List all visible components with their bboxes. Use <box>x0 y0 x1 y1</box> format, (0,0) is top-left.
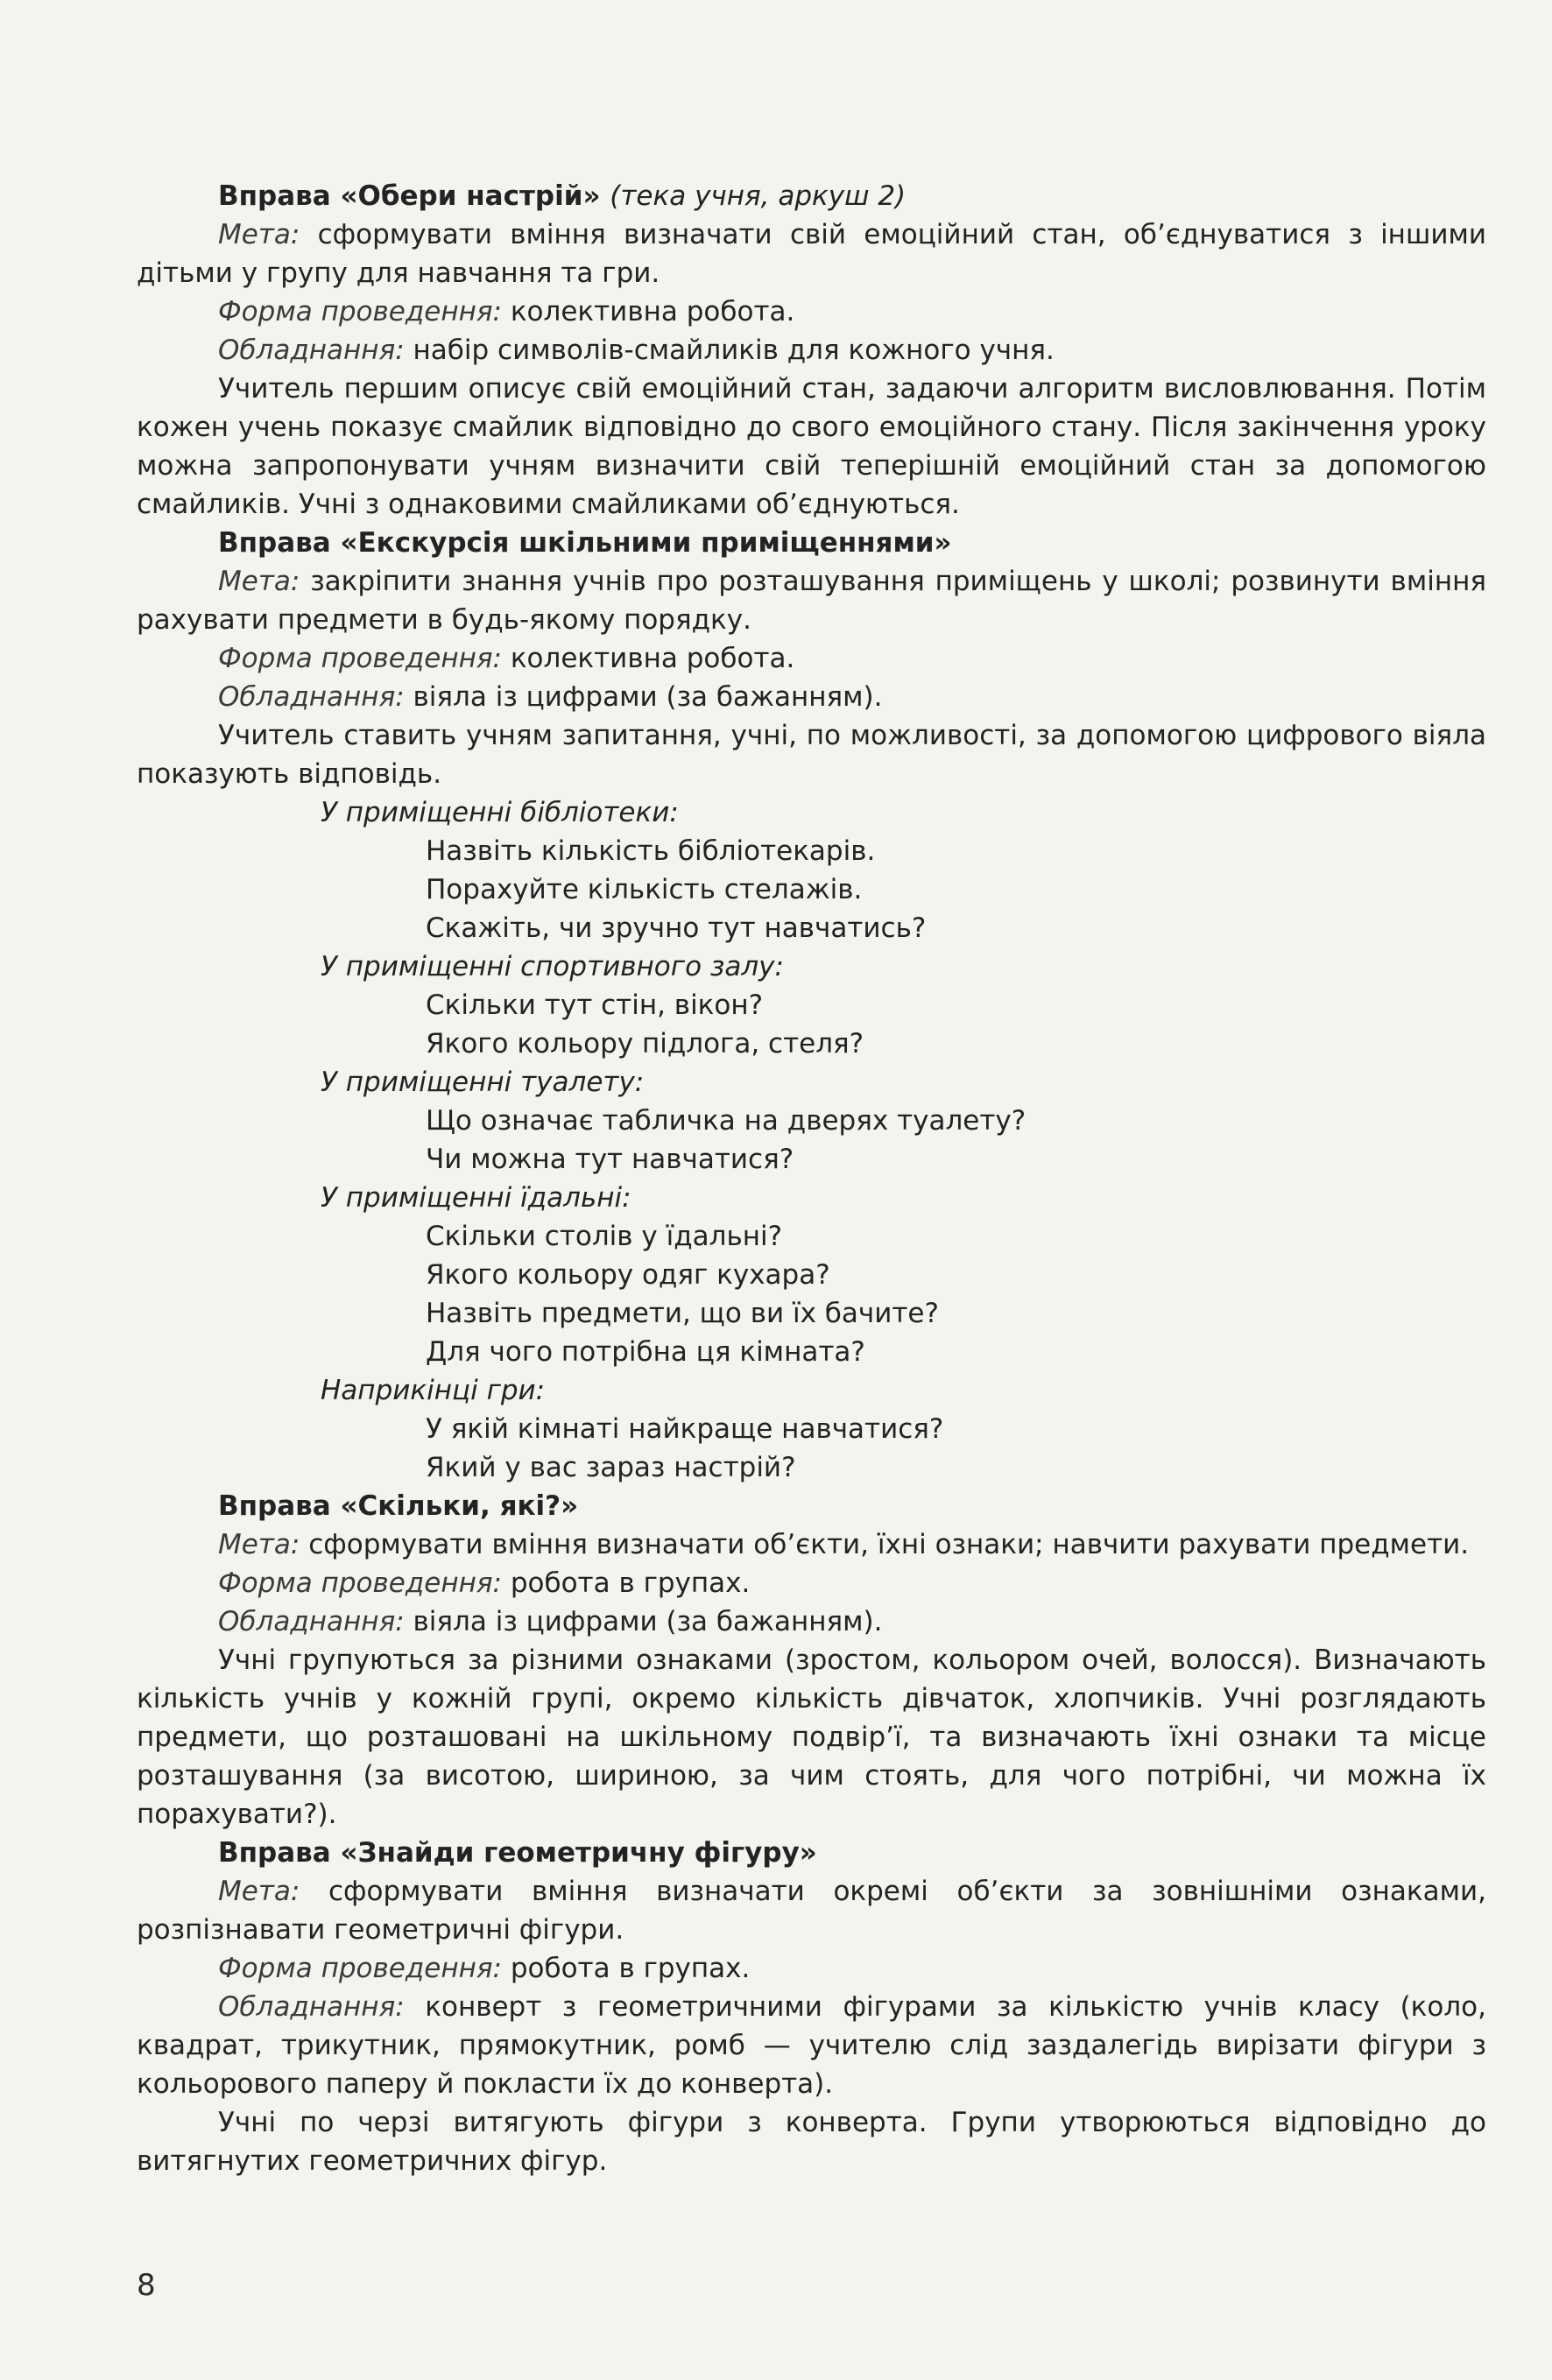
exercise-4-body: Учні по черзі витягують фігури з конверта. Групи утворюються відповідно до витягнутих геометричних фігур. <box>137 2107 1486 2177</box>
exercise-1-note: (тека учня, аркуш 2) <box>610 180 907 212</box>
exercise-2-form <box>137 639 1486 678</box>
room-label-gym: У приміщенні спортивного залу: <box>321 951 784 982</box>
room-label-library: У приміщенні бібліотеки: <box>321 797 679 828</box>
goal-text: сформувати вміння визначати об’єкти, їхні ознаки; навчити рахувати предмети. <box>308 1529 1470 1560</box>
form-label: Форма проведення: <box>218 296 502 327</box>
exercise-3-body: Учні групуються за різними ознаками (зростом, кольором очей, волосся). Визначають кількість учнів у кожній групі, окремо кількість дівчаток, хлопчиків. Учні розглядають предмети, що розташовані на шкільному подвір’ї, та визначають їхні ознаки та місце розташування (за висотою, шириною, за чим стоять, для чого потрібні, чи можна їх порахувати?). <box>137 1644 1486 1830</box>
equipment-text: набір символів-смайликів для кожного учня. <box>413 334 1055 366</box>
form-label: Форма проведення: <box>218 1567 502 1599</box>
exercise-3-title: Вправа «Скільки, які?» <box>218 1490 579 1522</box>
exercise-3-goal <box>137 1525 1486 1564</box>
room-question: Назвіть предмети, що ви їх бачите? <box>426 1298 939 1329</box>
exercise-2-goal <box>137 562 1486 639</box>
room-question: Що означає табличка на дверях туалету? <box>426 1105 1026 1137</box>
room-label-toilet: У приміщенні туалету: <box>321 1067 645 1098</box>
room-label-end: Наприкінці гри: <box>321 1375 546 1406</box>
equipment-text: конверт з геометричними фігурами за кількістю учнів класу (коло, квадрат, трикутник, прямокутник, ромб — учителю слід заздалегідь вирізати фігури з кольорового паперу й покласти їх до конверта). <box>137 1991 1486 2100</box>
equipment-label: Обладнання: <box>218 1991 405 2023</box>
goal-text: сформувати вміння визначати свій емоційний стан, об’єднуватися з іншими дітьми у групу для навчання та гри. <box>137 219 1486 289</box>
exercise-3-form <box>137 1564 1486 1602</box>
exercise-4-heading <box>137 1834 1486 1872</box>
room-question: Якого кольору підлога, стеля? <box>426 1028 864 1060</box>
room-question: Скільки столів у їдальні? <box>426 1221 783 1252</box>
exercise-1-equipment <box>137 331 1486 370</box>
exercise-3-heading <box>137 1487 1486 1525</box>
exercise-4-equipment <box>137 1988 1486 2103</box>
form-label: Форма проведення: <box>218 643 502 674</box>
exercise-3-equipment <box>137 1602 1486 1641</box>
equipment-label: Обладнання: <box>218 681 405 713</box>
exercise-4-goal <box>137 1872 1486 1949</box>
exercise-4-form <box>137 1949 1486 1988</box>
goal-label: Мета: <box>218 1529 300 1560</box>
page-number: 8 <box>137 2268 156 2303</box>
room-question: У якій кімнаті найкраще навчатися? <box>426 1413 944 1445</box>
goal-text: закріпити знання учнів про розташування приміщень у школі; розвинути вміння рахувати предмети в будь-якому порядку. <box>137 566 1486 636</box>
exercise-1-heading <box>137 177 1486 215</box>
page-content <box>137 177 1486 2180</box>
equipment-label: Обладнання: <box>218 334 405 366</box>
exercise-1-form <box>137 292 1486 331</box>
room-question: Який у вас зараз настрій? <box>426 1452 796 1483</box>
exercise-2-equipment <box>137 678 1486 716</box>
equipment-text: віяла із цифрами (за бажанням). <box>413 1606 883 1637</box>
form-text: колективна робота. <box>510 643 795 674</box>
room-question: Якого кольору одяг кухара? <box>426 1259 830 1291</box>
room-question: Скажіть, чи зручно тут навчатись? <box>426 912 927 944</box>
goal-label: Мета: <box>218 566 300 597</box>
equipment-text: віяла із цифрами (за бажанням). <box>413 681 883 713</box>
room-label-canteen: У приміщенні їдальні: <box>321 1182 631 1214</box>
goal-text: сформувати вміння визначати окремі об’єкти за зовнішніми ознаками, розпізнавати геометричні фігури. <box>137 1876 1487 1946</box>
exercise-2-body: Учитель ставить учням запитання, учні, по можливості, за допомогою цифрового віяла показують відповідь. <box>137 720 1486 790</box>
form-label: Форма проведення: <box>218 1953 502 1984</box>
equipment-label: Обладнання: <box>218 1606 405 1637</box>
room-question: Назвіть кількість бібліотекарів. <box>426 835 876 867</box>
exercise-4-title: Вправа «Знайди геометричну фігуру» <box>218 1837 817 1869</box>
goal-label: Мета: <box>218 1876 300 1907</box>
room-question: Скільки тут стін, вікон? <box>426 989 764 1021</box>
form-text: колективна робота. <box>510 296 795 327</box>
exercise-1-title: Вправа «Обери настрій» <box>218 180 601 212</box>
room-question: Чи можна тут навчатися? <box>426 1144 794 1175</box>
room-question: Порахуйте кількість стелажів. <box>426 874 863 905</box>
goal-label: Мета: <box>218 219 300 250</box>
form-text: робота в групах. <box>510 1567 751 1599</box>
exercise-2-heading <box>137 524 1486 562</box>
form-text: робота в групах. <box>510 1953 751 1984</box>
exercise-2-title: Вправа «Екскурсія шкільними приміщеннями» <box>218 527 952 559</box>
exercise-1-goal <box>137 215 1486 292</box>
exercise-1-body: Учитель першим описує свій емоційний стан, задаючи алгоритм висловлювання. Потім кожен учень показує смайлик відповідно до свого емоційного стану. Після закінчення уроку можна запропонувати учням визначити свій теперішній емоційний стан за допомогою смайликів. Учні з однаковими смайликами об’єднуються. <box>137 373 1486 520</box>
room-question: Для чого потрібна ця кімната? <box>426 1336 865 1368</box>
